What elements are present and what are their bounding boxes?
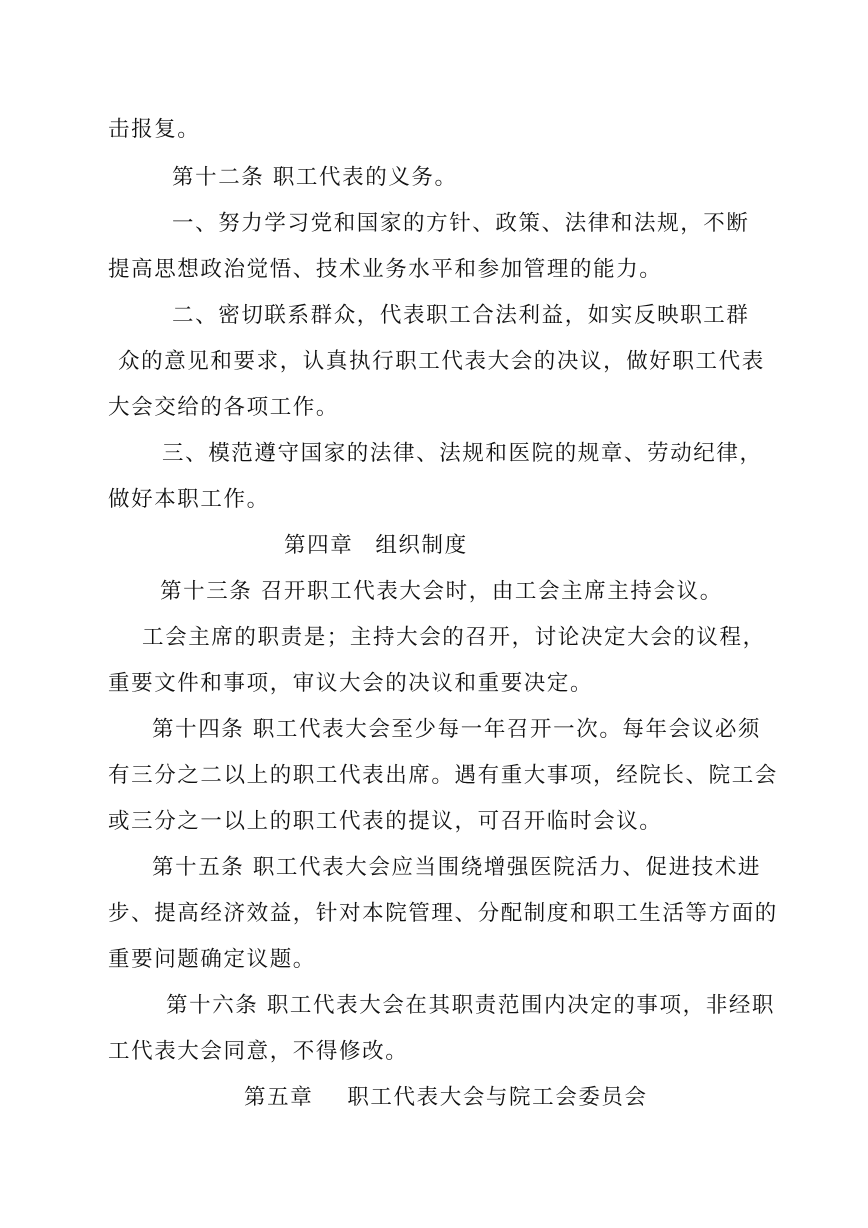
paragraph-line: 工代表大会同意，不得修改。	[108, 1039, 409, 1064]
paragraph-line: 或三分之一以上的职工代表的提议，可召开临时会议。	[108, 809, 663, 834]
article-12-title: 第十二条 职工代表的义务。	[172, 165, 458, 190]
article-16-title: 第十六条 职工代表大会在其职责范围内决定的事项，非经职	[166, 993, 776, 1018]
paragraph-line: 提高思想政治觉悟、技术业务水平和参加管理的能力。	[108, 257, 663, 282]
paragraph-line: 步、提高经济效益，针对本院管理、分配制度和职工生活等方面的	[108, 901, 778, 926]
article-13-title: 第十三条 召开职工代表大会时，由工会主席主持会议。	[160, 579, 723, 604]
paragraph-line: 大会交给的各项工作。	[108, 395, 340, 420]
paragraph-line: 一、努力学习党和国家的方针、政策、法律和法规，不断	[172, 211, 750, 236]
article-14-title: 第十四条 职工代表大会至少每一年召开一次。每年会议必须	[152, 717, 762, 742]
chapter-5-title: 职工代表大会与院工会委员会	[347, 1085, 648, 1110]
chapter-4-label: 第四章	[284, 533, 354, 558]
paragraph-line: 二、密切联系群众，代表职工合法利益，如实反映职工群	[172, 303, 750, 328]
paragraph-line: 重要问题确定议题。	[108, 947, 316, 972]
paragraph-line: 三、模范遵守国家的法律、法规和医院的规章、劳动纪律，	[162, 441, 763, 466]
paragraph-line: 击报复。	[108, 117, 201, 142]
paragraph-line: 重要文件和事项，审议大会的决议和重要决定。	[108, 671, 594, 696]
chapter-5-label: 第五章	[244, 1085, 314, 1110]
paragraph-line: 众的意见和要求，认真执行职工代表大会的决议，做好职工代表	[118, 349, 765, 374]
chapter-4-title: 组织制度	[375, 533, 468, 558]
paragraph-line: 有三分之二以上的职工代表出席。遇有重大事项，经院长、院工会	[108, 763, 778, 788]
chapter-4-heading	[284, 532, 468, 560]
chapter-5-heading	[244, 1084, 648, 1112]
paragraph-line: 工会主席的职责是；主持大会的召开，讨论决定大会的议程，	[142, 625, 766, 650]
article-15-title: 第十五条 职工代表大会应当围绕增强医院活力、促进技术进	[152, 855, 762, 880]
paragraph-line: 做好本职工作。	[108, 487, 270, 512]
